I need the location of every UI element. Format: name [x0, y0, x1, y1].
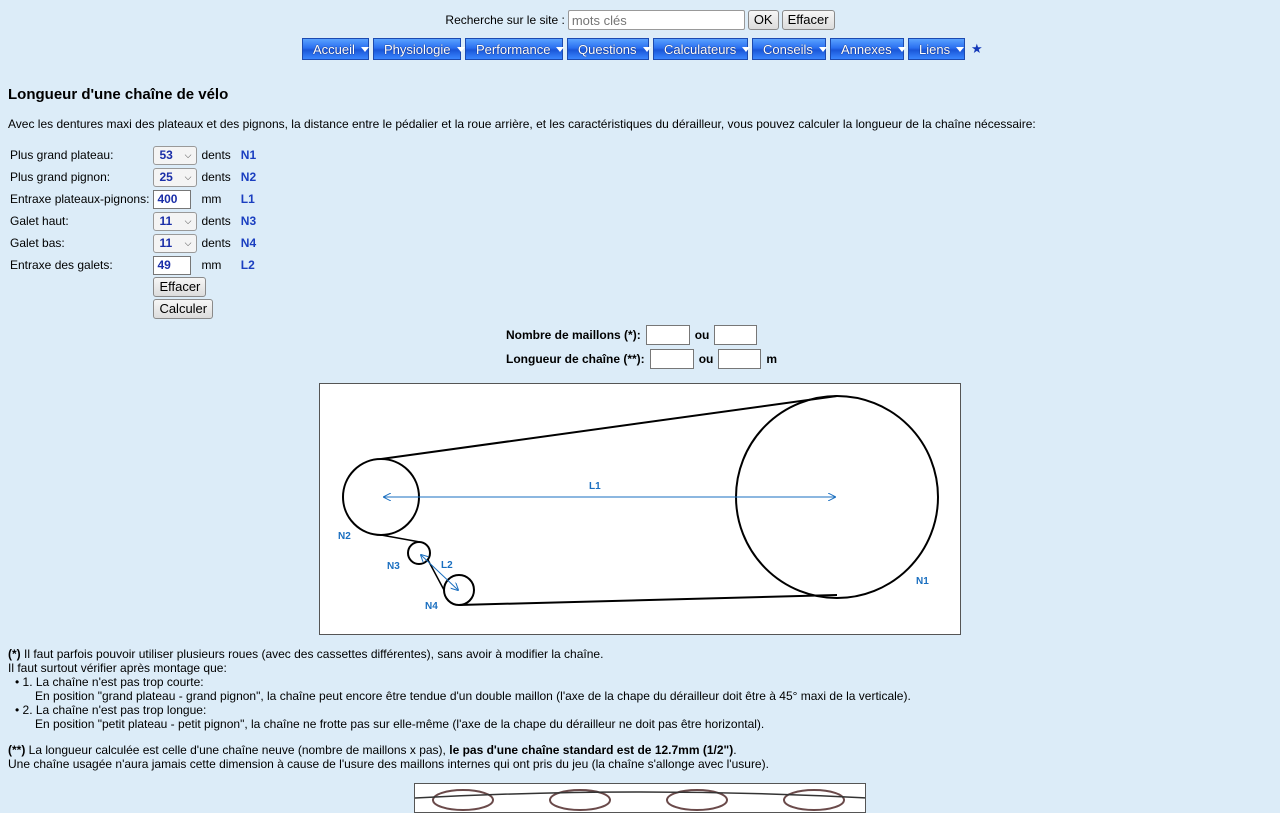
list-item-detail: En position "grand plateau - grand pignon", la chaîne peut encore être tendue d'un double maillon (l'axe de la chape du dérailleur doit être à 45° maxi de la verticale).	[35, 689, 911, 703]
field-var: N1	[240, 148, 257, 162]
select-value: 53	[159, 148, 173, 162]
search-clear-button[interactable]: Effacer	[782, 10, 835, 30]
chevron-down-icon	[956, 47, 964, 52]
pignon-select[interactable]	[153, 168, 197, 187]
chain-photo	[414, 783, 866, 813]
note-text: .	[733, 743, 737, 757]
label-l2: L2	[441, 560, 453, 571]
list-item-detail: En position "petit plateau - petit pignon", la chaîne ne frotte pas sur elle-même (l'axe de la chape du dérailleur ne doit pas être horizontal).	[35, 717, 765, 731]
chevron-down-icon	[819, 47, 827, 52]
nav-label: Calculateurs	[664, 41, 737, 57]
intro-text: Avec les dentures maxi des plateaux et des pignons, la distance entre le pédalier et la roue arrière, et les caractéristiques du dérailleur, vous pouvez calculer la longueur de la chaîne nécessaire:	[8, 117, 1036, 131]
nav-label: Accueil	[313, 41, 355, 57]
nav-label: Questions	[578, 41, 637, 57]
nav-item-physiologie[interactable]	[373, 38, 461, 60]
note-marker: (*)	[8, 647, 21, 661]
nav-label: Performance	[476, 41, 551, 57]
list-item: • 2. La chaîne n'est pas trop longue:	[15, 703, 207, 717]
search-bar	[0, 10, 1280, 30]
chevron-down-icon	[361, 47, 369, 52]
main-nav	[302, 38, 983, 60]
form-row	[8, 188, 258, 210]
label-l1: L1	[589, 481, 601, 492]
form-row	[8, 254, 258, 276]
chain-top-line	[381, 396, 837, 459]
nav-label: Liens	[919, 41, 951, 57]
lower-pulley-circle	[444, 575, 474, 605]
or-label: ou	[698, 352, 714, 366]
nav-label: Conseils	[763, 41, 813, 57]
field-unit: dents	[201, 148, 231, 162]
links-label: Nombre de maillons (*):	[506, 328, 641, 342]
field-unit: dents	[201, 170, 231, 184]
chevron-down-icon: ⌵	[184, 171, 192, 182]
field-label: Plus grand pignon:	[10, 170, 111, 184]
form-row	[8, 232, 258, 254]
chain-diagram-svg	[320, 384, 960, 634]
nav-item-questions[interactable]	[567, 38, 649, 60]
form-clear-button[interactable]: Effacer	[153, 277, 206, 297]
length-label: Longueur de chaîne (**):	[506, 352, 645, 366]
links-result-alt[interactable]	[714, 325, 757, 345]
field-var: N3	[240, 214, 257, 228]
select-value: 11	[159, 214, 173, 228]
nav-item-conseils[interactable]	[752, 38, 826, 60]
chevron-down-icon	[742, 47, 750, 52]
entraxe-galets-input[interactable]	[153, 256, 191, 275]
label-n4: N4	[425, 601, 438, 612]
chevron-down-icon: ⌵	[184, 237, 192, 248]
star-icon[interactable]: ★	[971, 41, 983, 56]
label-n3: N3	[387, 561, 400, 572]
form-row	[8, 144, 258, 166]
field-unit: dents	[201, 236, 231, 250]
search-ok-button[interactable]: OK	[748, 10, 779, 30]
field-unit: dents	[201, 214, 231, 228]
unit-m-label: m	[766, 352, 778, 366]
chain-link-shape	[433, 790, 493, 810]
plateau-select[interactable]	[153, 146, 197, 165]
nav-item-calculateurs[interactable]	[653, 38, 748, 60]
label-n2: N2	[338, 531, 351, 542]
nav-item-accueil[interactable]	[302, 38, 369, 60]
field-label: Entraxe des galets:	[10, 258, 113, 272]
calculate-button[interactable]: Calculer	[153, 299, 213, 319]
chain-form	[8, 144, 258, 320]
field-unit: mm	[201, 192, 222, 206]
chain-bottom-line	[459, 595, 837, 605]
note-text: Il faut parfois pouvoir utiliser plusieurs roues (avec des cassettes différentes), sans avoir à modifier la chaîne.	[20, 647, 604, 661]
chain-diagram	[319, 383, 961, 635]
chain-photo-svg	[415, 784, 866, 813]
galet-bas-select[interactable]	[153, 234, 197, 253]
field-label: Plus grand plateau:	[10, 148, 114, 162]
length-result[interactable]	[650, 349, 694, 369]
nav-label: Physiologie	[384, 41, 451, 57]
chevron-down-icon	[457, 47, 465, 52]
field-label: Galet bas:	[10, 236, 65, 250]
page-title: Longueur d'une chaîne de vélo	[8, 86, 229, 103]
field-unit: mm	[201, 258, 222, 272]
or-label: ou	[694, 328, 710, 342]
length-result-m[interactable]	[718, 349, 761, 369]
field-label: Galet haut:	[10, 214, 69, 228]
select-value: 25	[159, 170, 173, 184]
form-row	[8, 210, 258, 232]
chain-link-line	[381, 535, 420, 542]
note-marker: (**)	[8, 743, 26, 757]
form-row	[8, 166, 258, 188]
field-var: N4	[240, 236, 257, 250]
list-item: • 1. La chaîne n'est pas trop courte:	[15, 675, 204, 689]
search-input[interactable]	[568, 10, 745, 30]
note-text: Une chaîne usagée n'aura jamais cette dimension à cause de l'usure des maillons internes qui ont pris du jeu (la chaîne s'allonge avec l'usure).	[8, 757, 769, 771]
results-panel	[506, 323, 777, 371]
links-result[interactable]	[646, 325, 690, 345]
chain-link-shape	[784, 790, 844, 810]
notes-section	[8, 647, 911, 771]
select-value: 11	[159, 236, 173, 250]
field-label: Entraxe plateaux-pignons:	[10, 192, 150, 206]
chevron-down-icon	[898, 47, 906, 52]
field-var: N2	[240, 170, 257, 184]
chevron-down-icon	[556, 47, 564, 52]
nav-item-performance[interactable]	[465, 38, 563, 60]
field-var: L2	[240, 258, 255, 272]
field-var: L1	[240, 192, 255, 206]
note-text: Il faut surtout vérifier après montage que:	[8, 661, 227, 675]
chevron-down-icon	[643, 47, 651, 52]
entraxe-input[interactable]	[153, 190, 191, 209]
nav-item-annexes[interactable]	[830, 38, 904, 60]
note-bold: le pas d'une chaîne standard est de 12.7mm (1/2")	[449, 743, 734, 757]
nav-item-liens[interactable]	[908, 38, 965, 60]
note-text: La longueur calculée est celle d'une chaîne neuve (nombre de maillons x pas),	[25, 743, 450, 757]
search-label: Recherche sur le site :	[445, 13, 565, 27]
chevron-down-icon: ⌵	[184, 149, 192, 160]
chevron-down-icon: ⌵	[184, 215, 192, 226]
galet-haut-select[interactable]	[153, 212, 197, 231]
nav-label: Annexes	[841, 41, 892, 57]
label-n1: N1	[916, 576, 929, 587]
